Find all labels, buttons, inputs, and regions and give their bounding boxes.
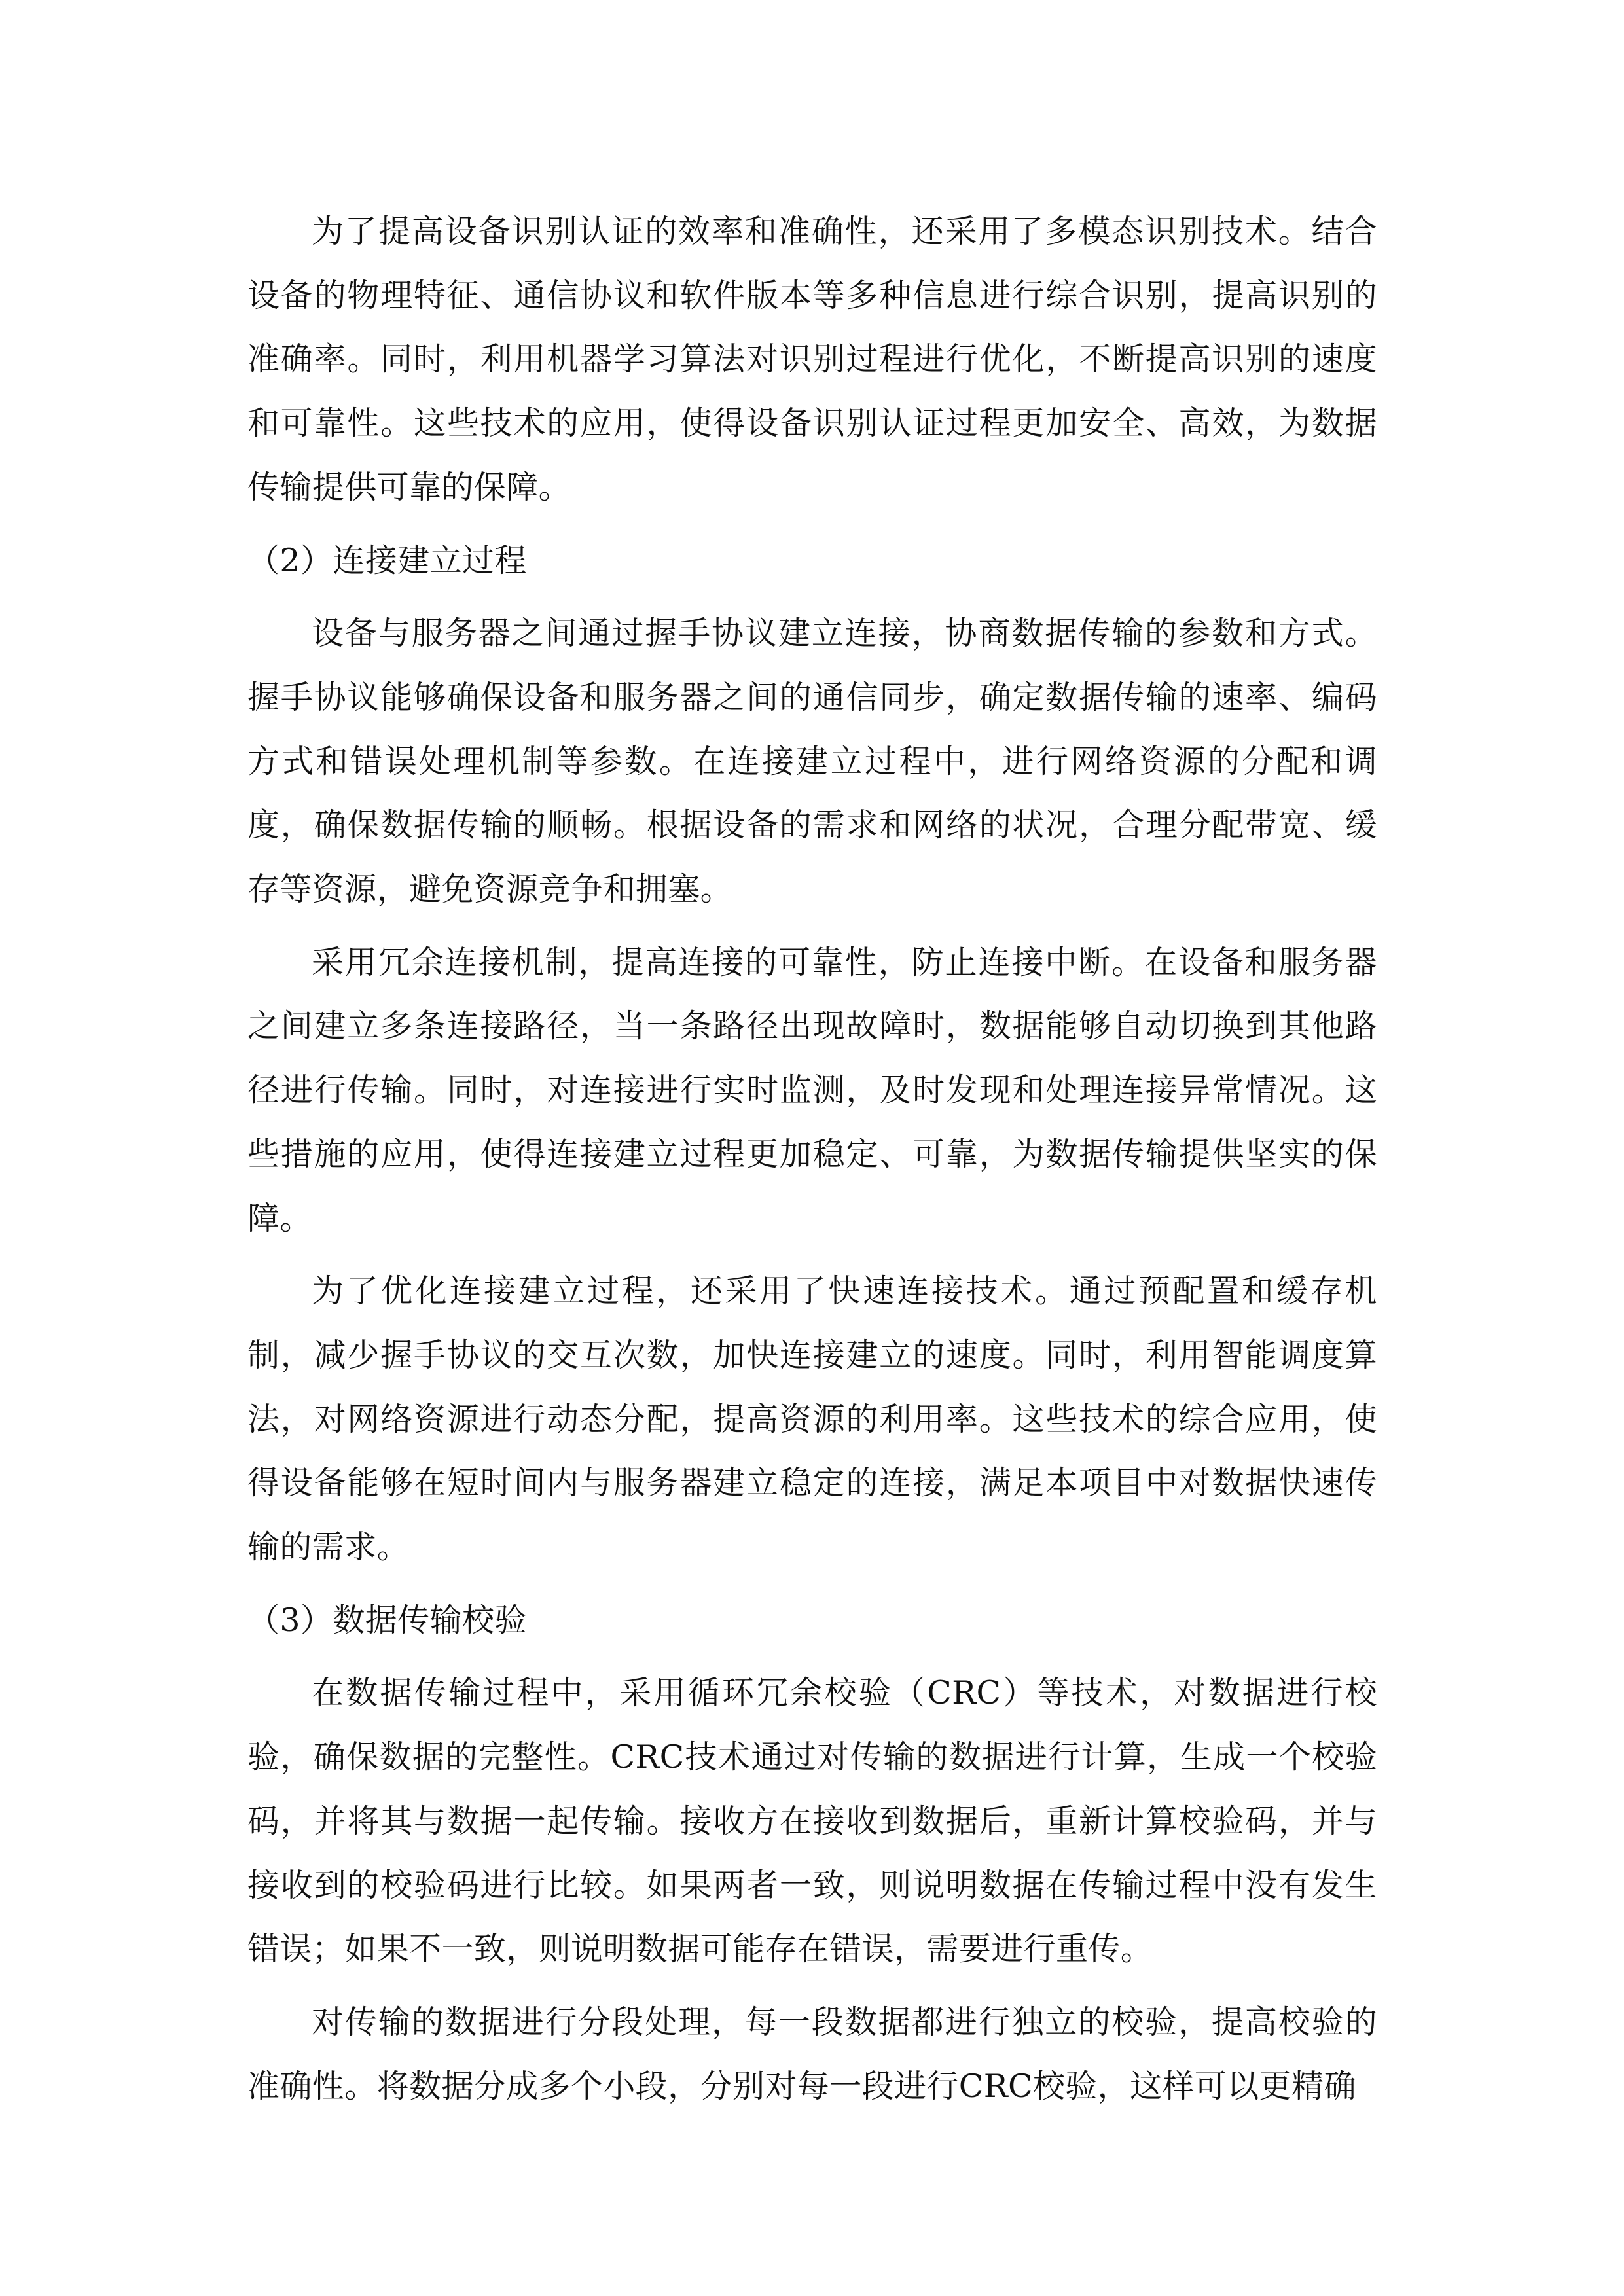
document-body — [247, 200, 1377, 2118]
paragraph-crc-verification: 在数据传输过程中，采用循环冗余校验（CRC）等技术，对数据进行校验，确保数据的完整性。CRC技术通过对传输的数据进行计算，生成一个校验码，并将其与数据一起传输。接收方在接收到数据后，重新计算校验码，并与接收到的校验码进行比较。如果两者一致，则说明数据在传输过程中没有发生错误；如果不一致，则说明数据可能存在错误，需要进行重传。 — [247, 1674, 1377, 1968]
section-heading-connection-establishment: （2）连接建立过程 — [247, 541, 527, 579]
paragraph-multimodal-identification: 为了提高设备识别认证的效率和准确性，还采用了多模态识别技术。结合设备的物理特征、通信协议和软件版本等多种信息进行综合识别，提高识别的准确率。同时，利用机器学习算法对识别过程进行优化，不断提高识别的速度和可靠性。这些技术的应用，使得设备识别认证过程更加安全、高效，为数据传输提供可靠的保障。 — [247, 213, 1377, 506]
paragraph-fast-connection: 为了优化连接建立过程，还采用了快速连接技术。通过预配置和缓存机制，减少握手协议的交互次数，加快连接建立的速度。同时，利用智能调度算法，对网络资源进行动态分配，提高资源的利用率。这些技术的综合应用，使得设备能够在短时间内与服务器建立稳定的连接，满足本项目中对数据快速传输的需求。 — [247, 1272, 1377, 1566]
paragraph-redundant-connection: 采用冗余连接机制，提高连接的可靠性，防止连接中断。在设备和服务器之间建立多条连接路径，当一条路径出现故障时，数据能够自动切换到其他路径进行传输。同时，对连接进行实时监测，及时发现和处理连接异常情况。这些措施的应用，使得连接建立过程更加稳定、可靠，为数据传输提供坚实的保障。 — [247, 943, 1377, 1237]
section-heading-transmission-verification: （3）数据传输校验 — [247, 1601, 527, 1639]
paragraph-handshake-protocol: 设备与服务器之间通过握手协议建立连接，协商数据传输的参数和方式。握手协议能够确保设备和服务器之间的通信同步，确定数据传输的速率、编码方式和错误处理机制等参数。在连接建立过程中，进行网络资源的分配和调度，确保数据传输的顺畅。根据设备的需求和网络的状况，合理分配带宽、缓存等资源，避免资源竞争和拥塞。 — [247, 615, 1377, 908]
paragraph-segmented-verification: 对传输的数据进行分段处理，每一段数据都进行独立的校验，提高校验的准确性。将数据分成多个小段，分别对每一段进行CRC校验，这样可以更精确 — [247, 2003, 1377, 2105]
